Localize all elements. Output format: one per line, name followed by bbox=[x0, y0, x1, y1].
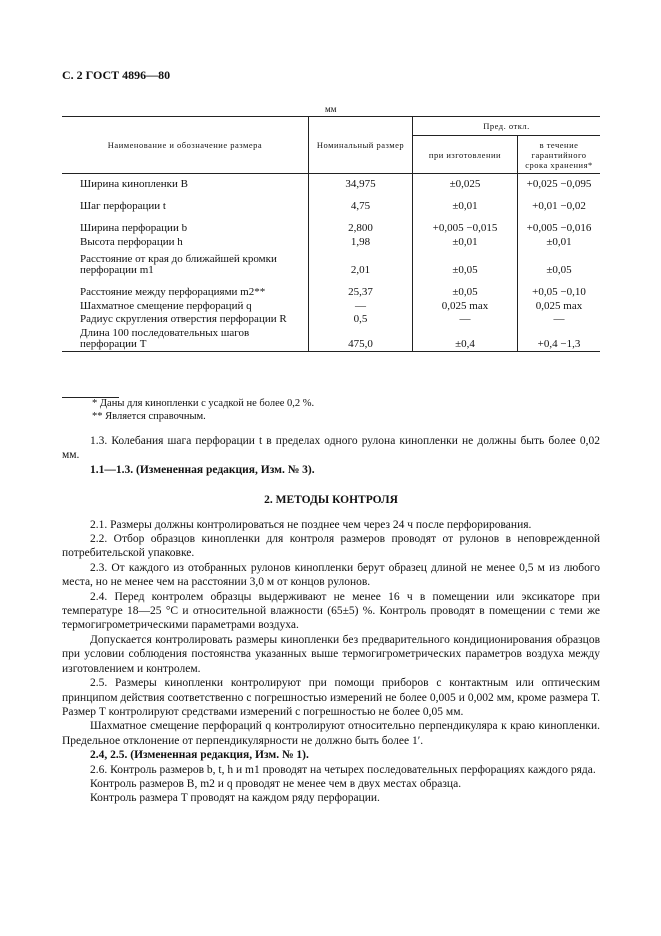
table-cell: 0,025 max bbox=[413, 299, 518, 313]
table-cell: Высота перфорации h bbox=[80, 235, 183, 248]
table-cell: Длина 100 последовательных шагов перфорации T bbox=[62, 326, 309, 352]
col-mfg: при изготовлении bbox=[413, 136, 518, 174]
table-cell: +0,4 −1,3 bbox=[518, 326, 601, 352]
col-name: Наименование и обозначение размера bbox=[62, 117, 309, 174]
table-row bbox=[62, 213, 600, 235]
table-cell: 2,800 bbox=[309, 213, 413, 235]
table-cell: ±0,05 bbox=[413, 249, 518, 277]
table-cell: 0,025 max bbox=[518, 299, 601, 313]
table-cell: — bbox=[518, 313, 601, 326]
table-cell: Шаг перфорации t bbox=[80, 199, 166, 212]
paragraph: 2.3. От каждого из отобранных рулонов кинопленки берут образец длиной не менее 0,5 м из любого места, но не менее чем на расстоянии 3,0 м от концов рулонов. bbox=[62, 561, 600, 589]
table-cell: ±0,01 bbox=[413, 191, 518, 213]
paragraph: Контроль размера T проводят на каждом ряду перфорации. bbox=[90, 792, 380, 805]
table-cell: +0,005 −0,015 bbox=[413, 213, 518, 235]
section-title: 2. МЕТОДЫ КОНТРОЛЯ bbox=[264, 494, 398, 507]
table-cell: Шахматное смещение перфораций q bbox=[80, 299, 252, 312]
table-cell: ±0,025 bbox=[413, 174, 518, 191]
table-row bbox=[62, 326, 600, 352]
table-row bbox=[62, 235, 600, 249]
table-cell: — bbox=[309, 299, 413, 313]
paragraph: Шахматное смещение перфораций q контролируют относительно перпендикуляра к краю кинопленки. Предельное отклонение от перпендикулярности не должно быть более 1′. bbox=[62, 720, 600, 747]
col-nominal: Номинальный размер bbox=[309, 117, 413, 174]
table-row bbox=[62, 313, 600, 326]
table-row bbox=[62, 277, 600, 299]
table-cell: 34,975 bbox=[309, 174, 413, 191]
table-cell: ±0,01 bbox=[413, 235, 518, 249]
footnote-2: ** Является справочным. bbox=[92, 411, 206, 422]
table-cell: 25,37 bbox=[309, 277, 413, 299]
paragraph: 2.4. Перед контролем образцы выдерживают не менее 16 ч в помещении или эксикаторе при температуре 18—25 °С и относительной влажности (65±5) %. Контроль проводят в помещении с теми же термогигрометрическими параметрами воздуха. bbox=[62, 590, 600, 632]
table-cell: ±0,05 bbox=[413, 277, 518, 299]
table-cell: +0,01 −0,02 bbox=[518, 191, 601, 213]
table-row bbox=[62, 174, 600, 191]
paragraph: 2.1. Размеры должны контролироваться не позднее чем через 24 ч после перфорирования. bbox=[90, 518, 532, 531]
table-row bbox=[62, 249, 600, 277]
paragraph: 2.6. Контроль размеров b, t, h и m1 проводят на четырех последовательных перфорациях каждого ряда. bbox=[90, 763, 596, 776]
table-cell: 475,0 bbox=[309, 326, 413, 352]
paragraph: 2.5. Размеры кинопленки контролируют при помощи приборов с контактным или оптическим принципом действия соответственно с погрешностью измерений не более 0,005 и 0,002 мм, кроме размера T. Размер T контролируют средствами измерений с погрешностью не более 0,05 мм. bbox=[62, 677, 600, 718]
paragraph: 1.1—1.3. (Измененная редакция, Изм. № 3). bbox=[90, 463, 315, 476]
table-cell: ±0,05 bbox=[518, 249, 601, 277]
table-cell: Ширина кинопленки B bbox=[80, 177, 188, 190]
paragraph: 1.3. Колебания шага перфорации t в пределах одного рулона кинопленки не должны быть более 0,02 мм. bbox=[62, 435, 600, 462]
table-cell: Расстояние от края до ближайшей кромки перфорации m1 bbox=[80, 252, 277, 276]
table-row bbox=[62, 299, 600, 313]
paragraph: 2.2. Отбор образцов кинопленки для контроля размеров проводят от рулонов в неповрежденной потребительской упаковке. bbox=[62, 533, 600, 560]
table-cell: 2,01 bbox=[309, 249, 413, 277]
table-cell: +0,025 −0,095 bbox=[518, 174, 601, 191]
table-row bbox=[62, 191, 600, 213]
table-cell: — bbox=[413, 313, 518, 326]
paragraph: Допускается контролировать размеры кинопленки без предварительного кондиционирования образцов при условии соблюдения постоянства указанных выше термогигрометрических параметров воздуха между изготовлением и контролем. bbox=[62, 633, 600, 675]
col-warranty: в течение гарантийного срока хранения* bbox=[518, 136, 601, 174]
body-text bbox=[62, 434, 600, 806]
col-deviation: Пред. откл. bbox=[413, 117, 601, 136]
paragraph: Контроль размеров B, m2 и q проводят не менее чем в двух местах образца. bbox=[90, 777, 462, 790]
table-cell: Ширина перфорации b bbox=[80, 221, 188, 234]
table-cell: Радиус скругления отверстия перфорации R bbox=[80, 312, 287, 325]
page-header: С. 2 ГОСТ 4896—80 bbox=[62, 68, 171, 82]
table-cell: +0,05 −0,10 bbox=[518, 277, 601, 299]
paragraph: 2.4, 2.5. (Измененная редакция, Изм. № 1). bbox=[90, 749, 309, 762]
table-cell: Расстояние между перфорациями m2** bbox=[80, 285, 266, 298]
table-cell: 0,5 bbox=[309, 313, 413, 326]
table-cell: 4,75 bbox=[309, 191, 413, 213]
footnote-1: * Даны для кинопленки с усадкой не более 0,2 %. bbox=[92, 398, 315, 409]
table-cell: 1,98 bbox=[309, 235, 413, 249]
table-cell: +0,005 −0,016 bbox=[518, 213, 601, 235]
unit-label: мм bbox=[325, 104, 337, 114]
dimensions-table bbox=[62, 116, 600, 352]
table-cell: ±0,01 bbox=[518, 235, 601, 249]
table-cell: ±0,4 bbox=[413, 326, 518, 352]
